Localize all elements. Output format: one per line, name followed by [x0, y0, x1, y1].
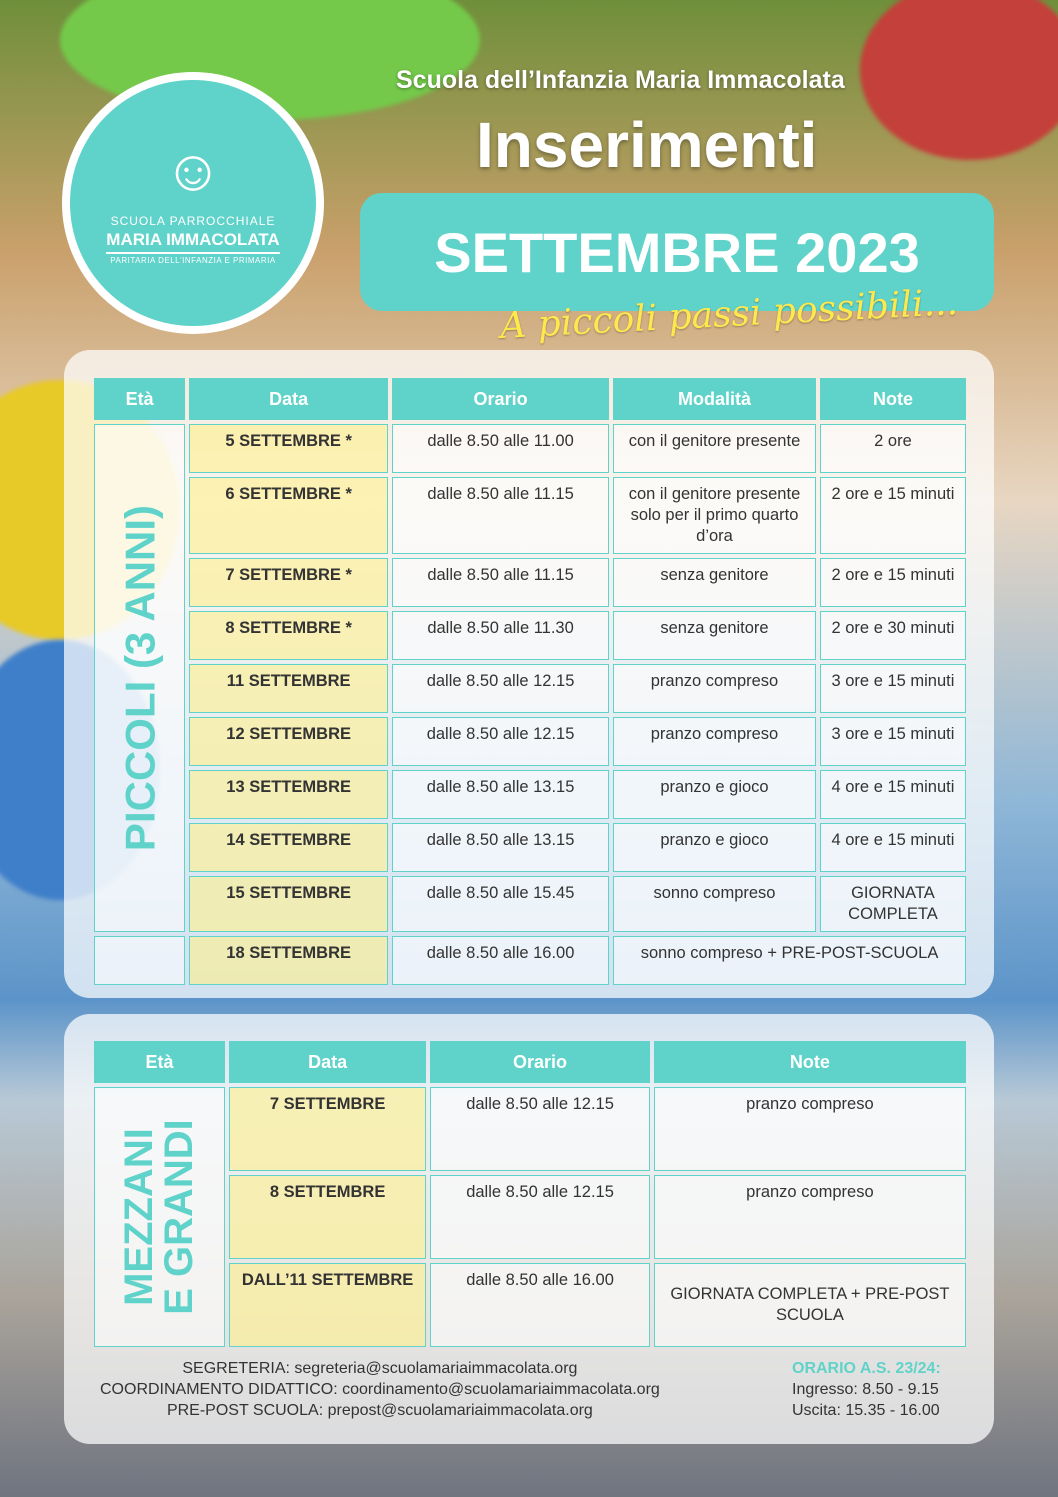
- table-row-time: dalle 8.50 alle 11.15: [392, 558, 609, 607]
- group-label: [117, 1119, 202, 1315]
- table-row-note: 2 ore e 15 minuti: [820, 477, 966, 554]
- table-row-date: 18 SETTEMBRE: [189, 936, 388, 985]
- table-row-time: dalle 8.50 alle 16.00: [430, 1263, 650, 1347]
- logo-line2: MARIA IMMACOLATA: [106, 230, 279, 254]
- table-row-mode: con il genitore presente solo per il primo quarto d’ora: [613, 477, 816, 554]
- table-row-time: dalle 8.50 alle 11.00: [392, 424, 609, 473]
- table-row-note: 3 ore e 15 minuti: [820, 717, 966, 766]
- table-row-note: 4 ore e 15 minuti: [820, 823, 966, 872]
- logo-line1: SCUOLA PARROCCHIALE: [110, 213, 276, 228]
- table-row-note: GIORNATA COMPLETA + PRE-POST SCUOLA: [654, 1263, 966, 1347]
- logo-line3: PARITARIA DELL'INFANZIA E PRIMARIA: [110, 255, 276, 265]
- schedule-table-piccoli: [90, 374, 970, 989]
- school-logo: [62, 72, 324, 334]
- table-row-mode: pranzo e gioco: [613, 823, 816, 872]
- hours-title: ORARIO A.S. 23/24:: [792, 1360, 941, 1377]
- group-label-cell: [94, 424, 185, 932]
- group-label: PICCOLI (3 ANNI): [116, 504, 164, 852]
- col-header-note: Note: [820, 378, 966, 420]
- table-row-mode: pranzo compreso: [613, 664, 816, 713]
- table-row-note: 3 ore e 15 minuti: [820, 664, 966, 713]
- table-row-time: dalle 8.50 alle 12.15: [430, 1175, 650, 1259]
- table-row-time: dalle 8.50 alle 12.15: [392, 717, 609, 766]
- page-title: Inserimenti: [476, 109, 818, 181]
- table-row-note: pranzo compreso: [654, 1175, 966, 1259]
- table-row-date: DALL’11 SETTEMBRE: [229, 1263, 426, 1347]
- contact-coordinamento: COORDINAMENTO DIDATTICO: coordinamento@scuolamariaimmacolata.org: [100, 1381, 660, 1398]
- table-row-date: 14 SETTEMBRE: [189, 823, 388, 872]
- table-row-note: 2 ore e 15 minuti: [820, 558, 966, 607]
- slogan: A piccoli passi possibili...: [499, 282, 959, 347]
- table-row-note: 2 ore: [820, 424, 966, 473]
- col-header-orario: Orario: [430, 1041, 650, 1083]
- table-row-time: dalle 8.50 alle 13.15: [392, 823, 609, 872]
- group-label-cell: [94, 1087, 225, 1347]
- group-label-line2: E GRANDI: [157, 1119, 202, 1315]
- table-row-date: 6 SETTEMBRE *: [189, 477, 388, 554]
- table-row-date: 15 SETTEMBRE: [189, 876, 388, 932]
- table-row-date: 13 SETTEMBRE: [189, 770, 388, 819]
- table-row-note: sonno compreso + PRE-POST-SCUOLA: [613, 936, 966, 985]
- table-row-date: 5 SETTEMBRE *: [189, 424, 388, 473]
- table-row-date: 7 SETTEMBRE: [229, 1087, 426, 1171]
- table-row-mode: sonno compreso: [613, 876, 816, 932]
- hours-exit: Uscita: 15.35 - 16.00: [792, 1402, 940, 1419]
- table-row-mode: con il genitore presente: [613, 424, 816, 473]
- group-label-line1: MEZZANI: [117, 1128, 162, 1306]
- hours-entry: Ingresso: 8.50 - 9.15: [792, 1381, 939, 1398]
- empty-cell: [94, 936, 185, 985]
- contact-prepost: PRE-POST SCUOLA: prepost@scuolamariaimmacolata.org: [166, 1402, 593, 1419]
- col-header-data: Data: [229, 1041, 426, 1083]
- col-header-eta: Età: [94, 378, 185, 420]
- table-row-time: dalle 8.50 alle 11.15: [392, 477, 609, 554]
- table-row-mode: pranzo compreso: [613, 717, 816, 766]
- school-hours: [792, 1358, 941, 1421]
- table-row-note: 4 ore e 15 minuti: [820, 770, 966, 819]
- table-row-time: dalle 8.50 alle 12.15: [430, 1087, 650, 1171]
- table-row-note: pranzo compreso: [654, 1087, 966, 1171]
- col-header-data: Data: [189, 378, 388, 420]
- table-row-mode: pranzo e gioco: [613, 770, 816, 819]
- table-row-mode: senza genitore: [613, 558, 816, 607]
- table-row-date: 7 SETTEMBRE *: [189, 558, 388, 607]
- table-row-mode: senza genitore: [613, 611, 816, 660]
- col-header-eta: Età: [94, 1041, 225, 1083]
- table-row-date: 8 SETTEMBRE *: [189, 611, 388, 660]
- table-row-note: 2 ore e 30 minuti: [820, 611, 966, 660]
- table-row-date: 12 SETTEMBRE: [189, 717, 388, 766]
- table-row-time: dalle 8.50 alle 15.45: [392, 876, 609, 932]
- children-logo-icon: ☺: [163, 137, 223, 203]
- schedule-table-mezzani-grandi: [90, 1037, 970, 1351]
- table-row-note: GIORNATA COMPLETA: [820, 876, 966, 932]
- col-header-modalita: Modalità: [613, 378, 816, 420]
- table-row-time: dalle 8.50 alle 16.00: [392, 936, 609, 985]
- month-banner: SETTEMBRE 2023: [360, 193, 994, 311]
- col-header-orario: Orario: [392, 378, 609, 420]
- table-row-date: 8 SETTEMBRE: [229, 1175, 426, 1259]
- table-row-time: dalle 8.50 alle 12.15: [392, 664, 609, 713]
- contacts: [100, 1358, 660, 1421]
- school-name: Scuola dell’Infanzia Maria Immacolata: [396, 66, 845, 94]
- contact-segreteria: SEGRETERIA: segreteria@scuolamariaimmacolata.org: [182, 1360, 578, 1377]
- table-row-time: dalle 8.50 alle 13.15: [392, 770, 609, 819]
- table-row-time: dalle 8.50 alle 11.30: [392, 611, 609, 660]
- table-row-date: 11 SETTEMBRE: [189, 664, 388, 713]
- col-header-note: Note: [654, 1041, 966, 1083]
- photo-red-shirt: [860, 0, 1058, 160]
